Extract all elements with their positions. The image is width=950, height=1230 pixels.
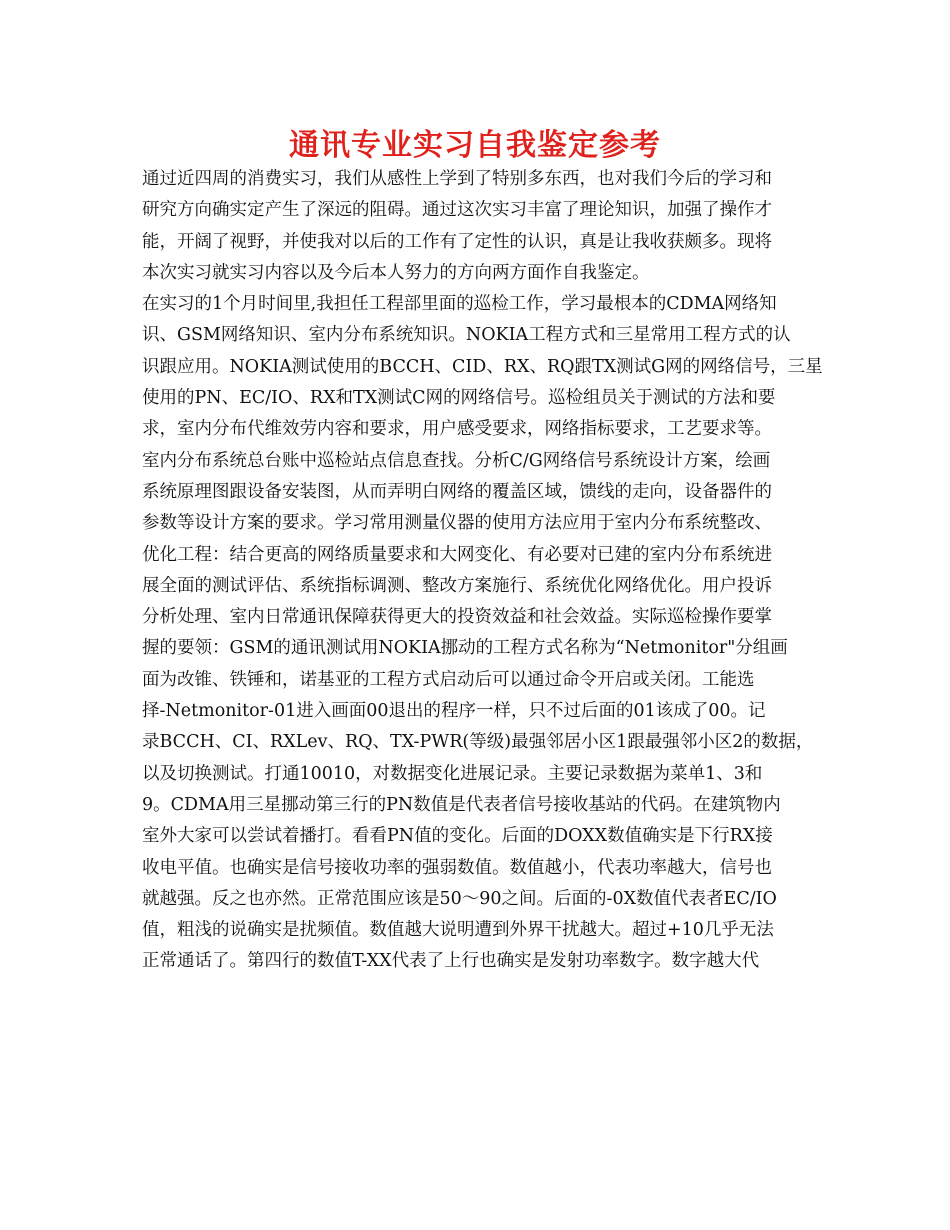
body-line: 握的要领：GSM的通讯测试用NOKIA挪动的工程方式名称为“Netmonitor"分组画 xyxy=(142,638,788,659)
body-line: 室外大家可以尝试着播打。看看PN值的变化。后面的DOXX数值确实是下行RX接 xyxy=(142,826,773,847)
body-line: 研究方向确实定产生了深远的阻碍。通过这次实习丰富了理论知识，加强了操作才 xyxy=(142,200,772,221)
body-line: 9。CDMA用三星挪动第三行的PN数值是代表者信号接收基站的代码。在建筑物内 xyxy=(142,794,781,815)
body-line: 以及切换测试。打通10010，对数据变化进展记录。主要记录数据为菜单1、3和 xyxy=(142,763,763,784)
body-line: 室内分布系统总台账中巡检站点信息查找。分析C/G网络信号系统设计方案，绘画 xyxy=(142,450,771,471)
body-line: 本次实习就实习内容以及今后本人努力的方向两方面作自我鉴定。 xyxy=(142,262,650,283)
body-line: 能，开阔了视野，并使我对以后的工作有了定性的认识，真是让我收获颇多。现将 xyxy=(142,231,772,252)
document-title: 通讯专业实习自我鉴定参考 xyxy=(289,128,661,163)
body-line: 在实习的1个月时间里,我担任工程部里面的巡检工作，学习最根本的CDMA网络知 xyxy=(142,294,777,315)
body-line: 收电平值。也确实是信号接收功率的强弱数值。数值越小，代表功率越大，信号也 xyxy=(142,857,772,878)
body-line: 录BCCH、CI、RXLev、RQ、TX-PWR(等级)最强邻居小区1跟最强邻小区2的数据， xyxy=(142,732,814,753)
body-line: 识跟应用。NOKIA测试使用的BCCH、CID、RX、RQ跟TX测试G网的网络信号，三星 xyxy=(142,356,823,377)
body-line: 优化工程：结合更高的网络质量要求和大网变化、有必要对已建的室内分布系统进 xyxy=(142,544,772,565)
body-line: 参数等设计方案的要求。学习常用测量仪器的使用方法应用于室内分布系统整改、 xyxy=(142,513,772,534)
body-line: 通过近四周的消费实习，我们从感性上学到了特别多东西，也对我们今后的学习和 xyxy=(142,169,772,189)
document-body xyxy=(142,164,822,978)
body-line: 系统原理图跟设备安装图，从而弄明白网络的覆盖区域，馈线的走向，设备器件的 xyxy=(142,481,772,502)
body-line: 值，粗浅的说确实是扰频值。数值越大说明遭到外界干扰越大。超过+10几乎无法 xyxy=(142,920,774,941)
body-line: 求，室内分布代维效劳内容和要求，用户感受要求，网络指标要求，工艺要求等。 xyxy=(142,419,772,440)
body-line: 择-Netmonitor-01进入画面00退出的程序一样，只不过后面的01该成了00。记 xyxy=(142,701,766,722)
body-line: 识、GSM网络知识、室内分布系统知识。NOKIA工程方式和三星常用工程方式的认 xyxy=(142,325,791,346)
body-line: 展全面的测试评估、系统指标调测、整改方案施行、系统优化网络优化。用户投诉 xyxy=(142,575,772,596)
body-line: 就越强。反之也亦然。正常范围应该是50～90之间。后面的-0X数值代表者EC/IO xyxy=(142,888,777,909)
body-line: 正常通话了。第四行的数值T-XX代表了上行也确实是发射功率数字。数字越大代 xyxy=(142,951,760,972)
body-line: 使用的PN、EC/IO、RX和TX测试C网的网络信号。巡检组员关于测试的方法和要 xyxy=(142,388,776,409)
body-line: 分析处理、室内日常通讯保障获得更大的投资效益和社会效益。实际巡检操作要掌 xyxy=(142,607,772,628)
body-line: 面为改锥、铁锤和，诺基亚的工程方式启动后可以通过命令开启或关闭。工能选 xyxy=(142,669,755,690)
